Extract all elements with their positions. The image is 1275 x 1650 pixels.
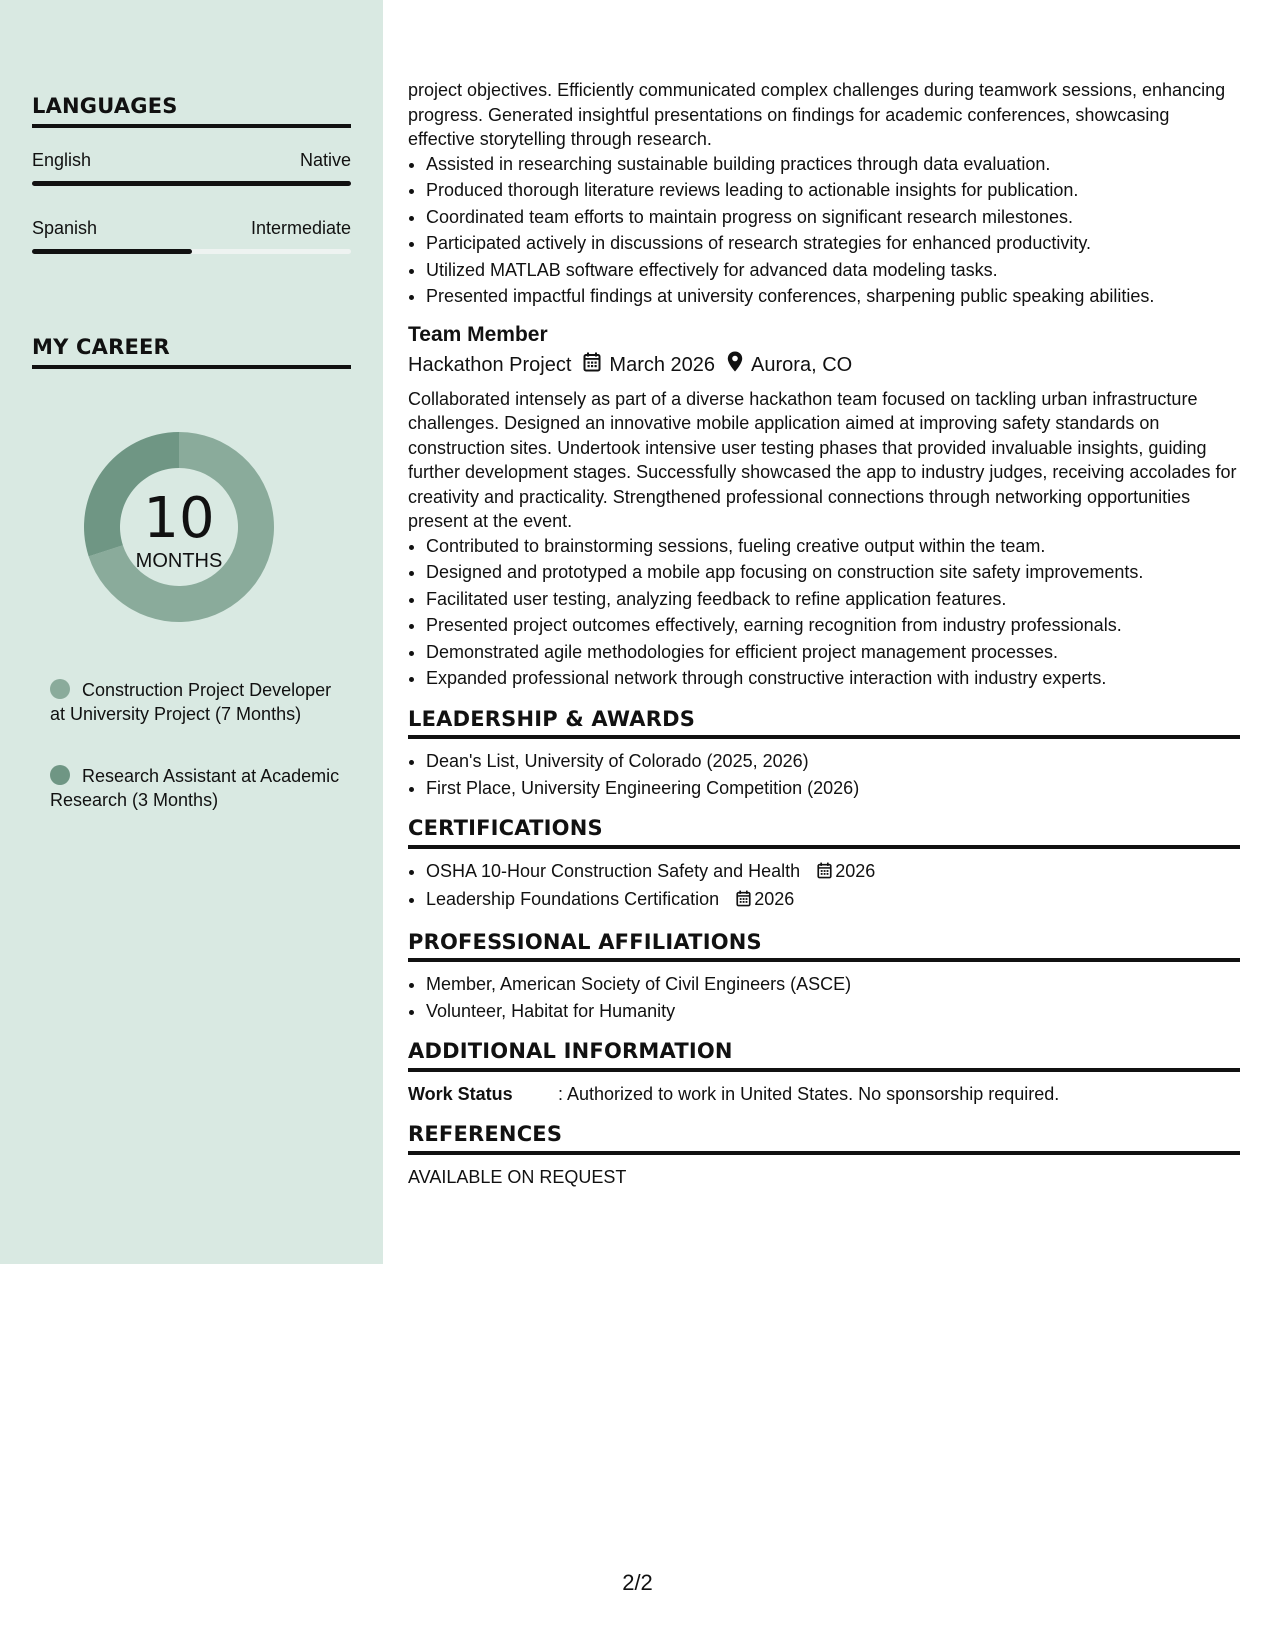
legend-label: Construction Project Developer at University Project (7 Months) [50,680,332,724]
career-total-unit: MONTHS [135,550,223,572]
list-item: • Coordinated team efforts to maintain progress on significant research milestones. [426,205,1240,230]
work-status-value: : Authorized to work in United States. No sponsorship required. [558,1083,1060,1104]
career-total-months: 10 [143,486,215,551]
affiliations-heading: PROFESSIONAL AFFILIATIONS [408,930,1240,963]
job-description: Collaborated intensely as part of a diverse hackathon team focused on tackling urban infrastructure challenges. Designed an innovative mobile application aimed at improving safety standards on construction sites. Undertook intensive user testing phases that provided invaluable insights, guiding further development stages. Successfully showcased the app to industry judges, receiving accolades for creativity and practicality. Strengthened professional connections through networking opportunities present at the event. [408,388,1237,531]
certification-name: Leadership Foundations Certification [426,889,720,909]
language-level: Native [299,150,351,170]
list-item: • Dean's List, University of Colorado (2025, 2026) [426,749,1240,774]
list-item: • Member, American Society of Civil Engineers (ASCE) [426,972,1240,997]
work-status-row [408,1082,1240,1107]
list-item: • Presented impactful findings at university conferences, sharpening public speaking abilities. [426,284,1240,309]
career-donut-chart [66,414,292,640]
job-title: Team Member [408,322,548,346]
calendar-icon [736,889,751,914]
list-item [426,859,1240,886]
list-item: • Presented project outcomes effectively, earning recognition from industry professionals. [426,613,1240,638]
certification-name: OSHA 10-Hour Construction Safety and Health [426,860,801,881]
certifications-list [408,859,1240,914]
legend-label: Research Assistant at Academic Research (3 Months) [50,766,340,810]
references-heading: REFERENCES [408,1122,1240,1155]
certification-date [817,861,875,881]
list-item: • Contributed to brainstorming sessions, fueling creative output within the team. [426,534,1240,559]
career-section [32,335,351,369]
language-level: Intermediate [250,218,351,238]
list-item: • Assisted in researching sustainable building practices through data evaluation. [426,152,1240,177]
calendar-icon [817,861,832,886]
experience-continued-bullets [408,152,1240,309]
language-proficiency-fill [32,181,351,186]
list-item: • Expanded professional network through constructive interaction with industry experts. [426,666,1240,691]
list-item: • First Place, University Engineering Competition (2026) [426,776,1240,801]
certifications-heading: CERTIFICATIONS [408,816,1240,849]
list-item: • Produced thorough literature reviews leading to actionable insights for publication. [426,178,1240,203]
language-item-spanish [32,218,351,239]
list-item: • Facilitated user testing, analyzing feedback to refine application features. [426,587,1240,612]
certification-date [736,889,794,909]
job-meta [408,351,1240,379]
language-proficiency-fill [32,249,192,254]
language-proficiency-bar [32,249,351,254]
job-organization: Hackathon Project [408,353,572,376]
job-date: March 2026 [609,353,716,376]
leadership-list [408,749,1240,800]
calendar-icon [583,352,601,379]
certification-year: 2026 [835,860,876,881]
career-legend-item [50,764,340,812]
leadership-heading: LEADERSHIP & AWARDS [408,707,1240,740]
languages-section [32,94,351,254]
work-status-label: Work Status [408,1083,513,1104]
references-text: AVAILABLE ON REQUEST [408,1166,627,1187]
list-item: • Designed and prototyped a mobile app focusing on construction site safety improvements. [426,560,1240,585]
language-item-english [32,150,351,171]
location-pin-icon [727,351,743,379]
sidebar [0,0,383,1264]
experience-continued-paragraph: project objectives. Efficiently communicated complex challenges during teamwork sessions, enhancing progress. Generated insightful presentations on findings for academic conferences, showcasing effective storytelling through research. [408,80,1226,149]
affiliations-list [408,972,1240,1023]
legend-dot [50,679,70,699]
list-item: • Volunteer, Habitat for Humanity [426,999,1240,1024]
page-number: 2/2 [622,1570,653,1595]
list-item: • Demonstrated agile methodologies for efficient project management processes. [426,640,1240,665]
job-bullets [408,534,1240,691]
job-location: Aurora, CO [751,353,853,376]
additional-info-heading: ADDITIONAL INFORMATION [408,1039,1240,1072]
language-proficiency-bar [32,181,351,186]
language-name: English [32,150,92,170]
main-content [408,78,1240,1189]
list-item: • Utilized MATLAB software effectively for advanced data modeling tasks. [426,258,1240,283]
languages-heading: LANGUAGES [32,94,351,128]
donut-center-label [66,414,292,640]
career-heading: MY CAREER [32,335,351,369]
certification-year: 2026 [754,889,795,909]
list-item [426,887,1240,914]
list-item: • Participated actively in discussions of research strategies for enhanced productivity. [426,231,1240,256]
language-name: Spanish [32,218,98,238]
legend-dot [50,765,70,785]
career-legend-item [50,678,340,726]
